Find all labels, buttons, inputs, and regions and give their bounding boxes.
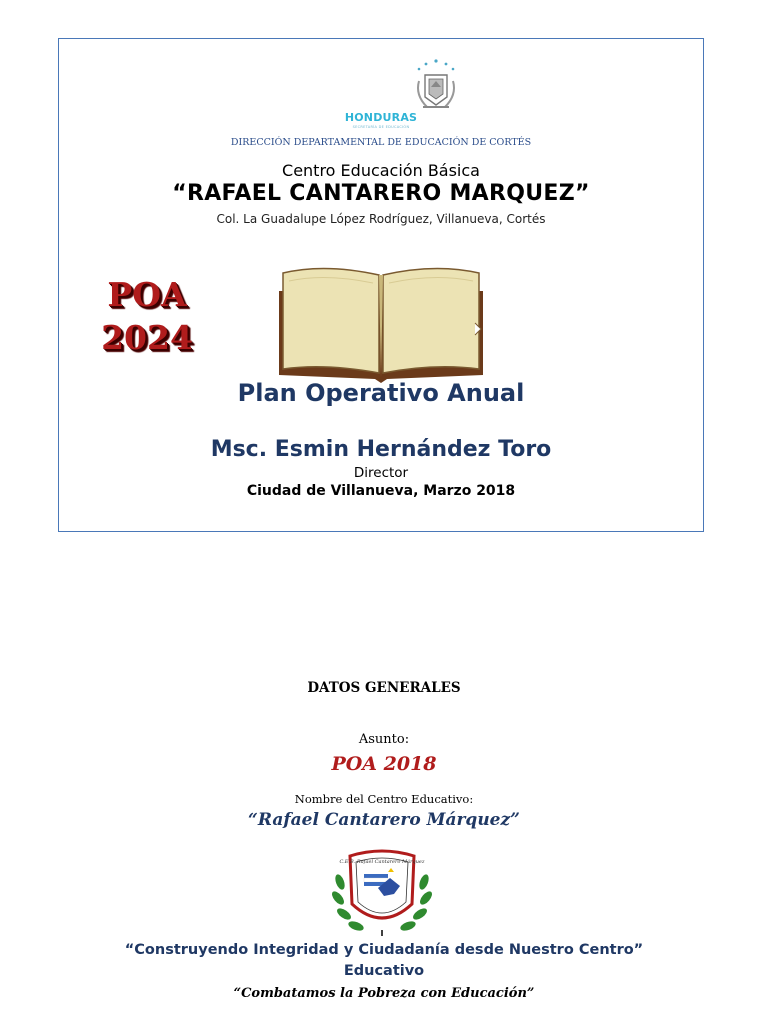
poa-year-badge [97,273,197,359]
motto-line-2: Educativo [343,963,425,979]
open-book-icon [275,263,487,383]
school-emblem-icon [330,842,434,938]
department-direction: DIRECCIÓN DEPARTAMENTAL DE EDUCACIÓN DE CORTÉS [230,137,532,148]
school-name-heading: “RAFAEL CANTARERO MARQUEZ” [172,181,590,206]
cover-frame [58,38,704,532]
crest-word: HONDURAS [344,111,418,124]
emblem-text: C.E.B. Rafael Cantarero Márquez [339,859,425,865]
crest-subtitle: SECRETARÍA DE EDUCACIÓN [352,125,410,129]
slogan: “Combatamos la Pobreza con Educación” [233,986,535,1001]
place-date: Ciudad de Villanueva, Marzo 2018 [246,483,516,499]
center-type: Centro Educación Básica [282,161,480,180]
director-name: Msc. Esmin Hernández Toro [210,437,552,462]
general-data-heading: DATOS GENERALES [307,680,461,696]
motto-line-1: “Construyendo Integridad y Ciudadanía desde Nuestro Centro” [124,942,644,958]
subject-label: Asunto: [358,732,410,747]
subject-value: POA 2018 [331,753,437,775]
school-name-value: “Rafael Cantarero Márquez” [248,810,520,830]
poa-year: 2024 [101,318,193,357]
director-role: Director [353,465,409,481]
plan-title: Plan Operativo Anual [237,379,525,407]
school-name-label: Nombre del Centro Educativo: [294,792,474,806]
poa-label: POA [107,275,187,314]
school-address: Col. La Guadalupe López Rodríguez, Villanueva, Cortés [216,212,546,226]
